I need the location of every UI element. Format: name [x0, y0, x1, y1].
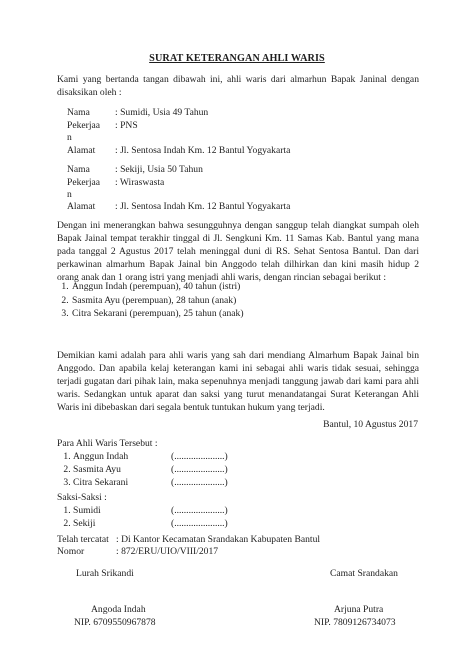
- right-official-title: Camat Srandakan: [330, 568, 398, 579]
- person-2-name-value: : Sekiji, Usia 50 Tahun: [115, 164, 203, 175]
- heirs-signature-heading: Para Ahli Waris Tersebut :: [57, 438, 158, 449]
- intro-line: disaksikan oleh :: [57, 87, 122, 98]
- person-2-occupation-label-wrap: n: [67, 189, 72, 200]
- signature-name: Sasmita Ayu: [73, 464, 121, 475]
- closing-line: Waris ini dibebaskan dari segala bentuk tuntukan hukum yang terjadi.: [57, 402, 325, 413]
- recorded-label: Telah tercatat: [57, 534, 109, 545]
- closing-line: terjadi gugatan dari pihak lain, maka sepenuhnya menjadi tanggung jawab dari kami para ahli: [57, 376, 419, 387]
- statement-line: Dengan ini menerangkan bahwa sesungguhnya dengan sanggup telah diangkat sumpah oleh: [57, 220, 419, 231]
- signature-name: Sumidi: [73, 505, 101, 516]
- person-1-occupation-label: Pekerjaa: [67, 120, 101, 131]
- signature-row: [73, 504, 228, 517]
- person-2-occupation-label: Pekerjaa: [67, 177, 101, 188]
- person-1-name-label: Nama: [67, 107, 90, 118]
- signature-row: [73, 463, 228, 476]
- signature-row: [73, 517, 228, 530]
- witness-signature-list: [57, 504, 228, 530]
- closing-line: Anggodo. Dan apabila kelaj keterangan kami ini sebagai ahli waris tidak sesuai, sehingga: [57, 363, 419, 374]
- person-2-name-label: Nama: [67, 164, 90, 175]
- intro-line: Kami yang bertanda tangan dibawah ini, ahli waris dari almarhun Bapak Janinal dengan: [57, 74, 419, 85]
- intro-paragraph: [57, 73, 419, 99]
- person-1-address-value: : Jl. Sentosa Indah Km. 12 Bantul Yogyakarta: [115, 145, 291, 156]
- letter-title: SURAT KETERANGAN AHLI WARIS: [149, 53, 325, 64]
- signature-line: (.....................): [171, 464, 228, 475]
- closing-line: Demikian kami adalah para ahli waris yang sah dari mendiang Almarhum Bapak Jainal bin: [57, 350, 419, 361]
- signature-line: (.....................): [171, 518, 228, 529]
- signature-name: Citra Sekarani: [73, 477, 129, 488]
- signature-line: (.....................): [171, 505, 228, 516]
- left-official-title: Lurah Srikandi: [76, 568, 134, 579]
- number-label: Nomor: [57, 546, 85, 557]
- recorded-value: : Di Kantor Kecamatan Srandakan Kabupaten Bantul: [116, 534, 321, 545]
- left-official-name: Angoda Indah: [91, 604, 146, 615]
- heirs-list: [57, 280, 244, 321]
- signature-name: Sekiji: [73, 518, 96, 529]
- statement-line: Bapak Jainal tempat terakhir tinggal di Jl. Sengkuni Km. 11 Samas Kab. Bantul yang mana: [57, 233, 419, 244]
- person-1-occupation-label-wrap: n: [67, 132, 72, 143]
- signature-row: [73, 476, 228, 489]
- person-2-occupation-value: : Wiraswasta: [115, 177, 165, 188]
- signature-name: Anggun Indah: [73, 451, 129, 462]
- closing-line: waris. Sedangkan untuk aparat dan saksi yang turut menandatangai Surat Keterangan Ahli: [57, 389, 419, 400]
- person-1-name-value: : Sumidi, Usia 49 Tahun: [115, 107, 209, 118]
- person-1-address-label: Alamat: [67, 145, 96, 156]
- person-1-occupation-value: : PNS: [115, 120, 138, 131]
- place-date: Bantul, 10 Agustus 2017: [323, 419, 418, 430]
- statement-line: perkawinan almarhum Bapak Jainal bin Anggodo telah dilhirkan dan kini masih hidup 2: [57, 259, 419, 270]
- heir-item: 2. Sasmita Ayu (perempuan), 28 tahun (anak): [71, 294, 244, 308]
- heir-item: 1. Anggun Indah (perempuan), 40 tahun (istri): [71, 280, 244, 294]
- heirs-signature-block: [57, 437, 228, 489]
- closing-paragraph: [57, 349, 419, 414]
- person-2-address-value: : Jl. Sentosa Indah Km. 12 Bantul Yogyakarta: [115, 201, 291, 212]
- number-value: : 872/ERU/UIO/VIII/2017: [116, 546, 219, 557]
- person-2-address-label: Alamat: [67, 201, 96, 212]
- statement-line: pada tanggal 2 Agustus 2017 telah meninggal duni di RS. Sehat Sentosa Bantul. Dan dari: [57, 246, 419, 257]
- signature-line: (.....................): [171, 477, 228, 488]
- left-official-nip: NIP. 6709550967878: [74, 617, 156, 628]
- heir-item: 3. Citra Sekarani (perempuan), 25 tahun (anak): [71, 307, 244, 321]
- heirs-signature-list: [57, 450, 228, 489]
- signature-line: (.....................): [171, 451, 228, 462]
- signature-row: [73, 450, 228, 463]
- statement-paragraph: [57, 219, 419, 284]
- statement-line: orang anak dan 1 orang istri yang menjadi ahli waris, dengan rincian sebagai berikut :: [57, 272, 387, 283]
- witness-signature-block: [57, 491, 228, 530]
- right-official-nip: NIP. 7809126734073: [314, 617, 396, 628]
- witness-heading: Saksi-Saksi :: [57, 492, 107, 503]
- right-official-name: Arjuna Putra: [334, 604, 384, 615]
